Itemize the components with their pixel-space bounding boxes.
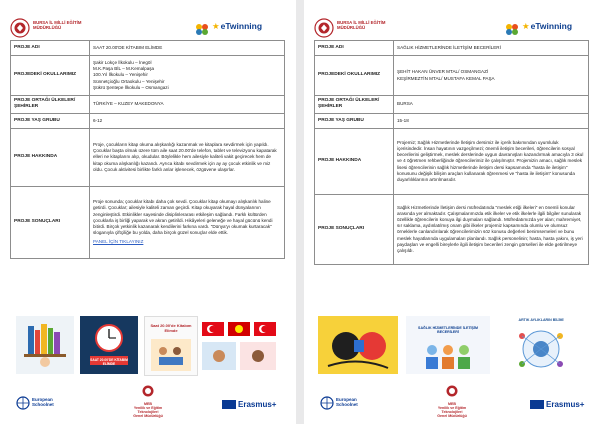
label-yas: PROJE YAŞ GRUBU <box>11 113 90 128</box>
erasmus-text: Erasmus+ <box>238 400 277 409</box>
label-hakkinda: PROJE HAKKINDA <box>315 128 394 194</box>
value-proje-adi: SAĞLIK HİZMETLERİNDE İLETİŞİM BECERİLERİ <box>394 41 589 56</box>
value-proje-adi: SAAT 20.00'DE KİTABIM ELİMDE <box>90 41 285 56</box>
page-header <box>304 18 600 40</box>
row-yas <box>315 113 589 128</box>
european-schoolnet-logo <box>16 396 54 415</box>
brain-network-icon <box>512 326 570 372</box>
photo-flags <box>202 316 280 374</box>
communication-art-icon <box>318 316 398 374</box>
eu-flag-icon <box>222 400 236 409</box>
school-item: M.K.Paşa BİL – M.Kemalpaşa <box>93 66 155 72</box>
schoolnet-globe-icon <box>16 396 30 410</box>
row-sonuclar <box>315 194 589 264</box>
value-sonuclar <box>90 186 285 258</box>
project-table <box>314 40 589 265</box>
row-okullar <box>315 56 589 96</box>
label-yas: PROJE YAŞ GRUBU <box>315 113 394 128</box>
yegitek-line-2: Yenilik ve Eğitim Teknolojileri <box>133 406 163 414</box>
page-footer <box>304 384 600 424</box>
row-sonuclar <box>11 186 285 258</box>
panel-link[interactable]: PANEL İÇİN TIKLAYINIZ <box>93 239 144 245</box>
page-footer <box>0 384 296 424</box>
label-ulkeler: PROJE ORTAĞI ÜLKELER/ŞEHİRLER <box>11 96 90 114</box>
brain-caption: ARTIK AYLIKLARIN BİLİMİ <box>518 318 564 322</box>
flyer-title: Saat 20.00'de Kitabım Elimde <box>150 323 192 333</box>
eu-flag-icon <box>530 400 544 409</box>
value-okullar <box>90 56 285 96</box>
european-schoolnet-logo <box>320 396 358 415</box>
schoolnet-globe-icon <box>320 396 334 410</box>
poster-title: SAĞLIK HİZMETLERİNDE İLETİŞİM BECERİLERİ <box>418 326 478 335</box>
label-okullar: PROJEDEKİ OKULLARIMIZ <box>11 56 90 96</box>
team-illustration-icon <box>420 340 476 370</box>
row-proje-adi <box>315 41 589 56</box>
value-hakkinda: Proje, çocukların kitap okuma alışkanlığı kazanmak ve kitaplara sevdirmek için yapıldı. Çocuklar başta olmak üzere tüm aile saat 20.00'de telefon, tablet ve televizyonu kapatarak elleri ne kitaplarını alıp, okudular. Böylelikle hem ailesiyle kaliteli vakit geçirecek hem de kitap okuma alışkanlığı kazandı. Ayrıca kitabı sevdirmek için ay ay çocuk etkinlik ve miz oldu. Çocuk aktivitesi birlikte farklı anlar işlenecek, özgüvene ulaşırlar. <box>90 128 285 186</box>
project-table <box>10 40 285 259</box>
meb-text: BURSA İL MİLLİ EĞİTİM MÜDÜRLÜĞÜ <box>33 20 82 30</box>
value-yas: 6-12 <box>90 113 285 128</box>
schoolnet-text: European Schoolnet <box>32 397 54 407</box>
page-right <box>304 0 600 424</box>
photo-strip <box>318 316 588 374</box>
flags-collage-icon <box>202 316 280 374</box>
photo-reading-boy <box>16 316 74 374</box>
yegitek-line-1: MEB <box>448 402 456 406</box>
page-header <box>0 18 296 40</box>
school-item: ŞEHİT HAKAN ÜNVER MTAL/ OSMANGAZİ <box>397 69 489 75</box>
erasmus-text: Erasmus+ <box>546 400 585 409</box>
yegitek-line-1: MEB <box>144 402 152 406</box>
twinning-circles-icon <box>504 22 520 36</box>
value-hakkinda: Projemiz; Sağlık Hizmetlerinde İletişim dersimiz ile içerik bakımından uyumluluk içerisindedir. İnsan hayatının vazgeçilmezi; önemli iletişim becerileri, öğrencilerin sosyal becerilerini geliştirmek, meslek derslerinde uygun davranışları kazandırmak amacıyla 3 okul ve 4 öğretmen rehberliğinde öğrencilerimiz ile çalışılmıştır. Projemizin amacı, sağlık meslek lisesi öğrencilerinin sağlık hizmetlerinde iletişim dersi kapsamında "hasta ile iletişim" konusunu değişik bilişim araçları kullanarak öğrenmesi ve "hasta ile iletişim" konusunda duyarlılıklarının artırılmasıdır. <box>394 128 589 194</box>
value-okullar <box>394 56 589 96</box>
school-item: Şükrü Şentepe İlkokulu – Osmangazi <box>93 84 169 90</box>
row-proje-adi <box>11 41 285 56</box>
photo-clock-poster <box>80 316 138 374</box>
poster-caption: SAAT 20.00'DE KİTABIM ELİMDE <box>90 358 128 366</box>
row-ulkeler <box>11 96 285 114</box>
yegitek-emblem-icon <box>446 385 458 397</box>
yegitek-logo <box>428 384 476 418</box>
photo-communication-art <box>318 316 398 374</box>
twinning-circles-icon <box>194 22 210 36</box>
photo-flyer <box>144 316 198 376</box>
schoolnet-text: European Schoolnet <box>336 397 358 407</box>
yegitek-line-3: Genel Müdürlüğü <box>133 414 163 418</box>
value-ulkeler: BURSA <box>394 96 589 114</box>
yegitek-line-3: Genel Müdürlüğü <box>437 414 467 418</box>
row-okullar <box>11 56 285 96</box>
family-reading-icon <box>151 339 191 371</box>
photo-brain-network <box>498 316 584 374</box>
yegitek-logo <box>124 384 172 418</box>
reading-illustration-icon <box>16 316 74 374</box>
label-sonuclar: PROJE SONUÇLARI <box>11 186 90 258</box>
value-sonuclar: Sağlık Hizmetlerinde İletişim dersi müfredatında "meslek etiği ilkeleri" en önemli konular arasında yer almaktadır. Çalışmalarımızda etik ilkeler ve etik ilkelerle ilgili bilgiler sunularak özellikle öğrencilerin konuya ilgi duymaları sağlandı. Müfredatımızda yer alan; mahremiyet, sır saklama, aydınlatılmış onam gibi ilkeler projemiz kapsamında olumlu ve olumsuz örneklerle canlandırılarak öğrencilerimizin söz konusu değerleri benimsemeleri ve bunu meslek hayatlarında uygulamaları planlandı. Sağlık personelinin; hasta, hasta yakını, iş yeri paydaşları ve engelli bireylerle ilgili iletişim becerileri zengin görselleri ile elde getirilmeye çalışıldı. <box>394 194 589 264</box>
row-yas <box>11 113 285 128</box>
label-ulkeler: PROJE ORTAĞI ÜLKELER/ŞEHİRLER <box>315 96 394 114</box>
row-ulkeler <box>315 96 589 114</box>
photo-project-poster <box>406 316 490 374</box>
label-okullar: PROJEDEKİ OKULLARIMIZ <box>315 56 394 96</box>
etwinning-logo: ★eTwinning <box>212 21 263 31</box>
label-sonuclar: PROJE SONUÇLARI <box>315 194 394 264</box>
school-item: 100.Yıl İlkokulu – Yenişehir <box>93 72 148 78</box>
label-hakkinda: PROJE HAKKINDA <box>11 128 90 186</box>
school-item: Sünnetçioğlu Ortaokulu – Yenişehir <box>93 78 165 84</box>
label-proje-adi: PROJE ADI <box>11 41 90 56</box>
meb-emblem-icon <box>10 18 30 38</box>
school-item: Şakir Lokçe İlkokulu – İnegöl <box>93 60 152 66</box>
yegitek-emblem-icon <box>142 385 154 397</box>
row-hakkinda <box>315 128 589 194</box>
value-yas: 15-18 <box>394 113 589 128</box>
etwinning-logo: ★eTwinning <box>522 21 573 31</box>
photo-strip <box>16 316 280 374</box>
sonuclar-text: Proje sonunda; çocuklar kitabı daha çok sevdi. Çocuklar kitap okumayı alışkanlık haline getirdi. Çocuklar; ailesiyle kaliteli zaman geçirdi. Kitap okuyarak hayal dünyalarının zenginleştirdi. Etkinlikler sayesinde disiplinlerarası etkileşim sağlandı. Farklı kültürden çocuklarla iş birliği yaparak ve akran getirildi. Hikâyeleri geleneğe ve hayal gücünü kendi bitirdi. Birçok yetkinlik kazanarak kendilerini farkına vardı. "Dünya'yı okumak kurtaracak" sloganıyla çiftçiliğe bu yolda, daha birçok güzel sonuçlar elde ettik. <box>93 199 273 236</box>
school-item: KEŞİRMEZTİN MTAL/ MUSTAFA KEMAL PAŞA <box>397 75 495 81</box>
page-left <box>0 0 296 424</box>
label-proje-adi: PROJE ADI <box>315 41 394 56</box>
value-ulkeler: TÜRKİYE – KUZEY MAKEDONYA <box>90 96 285 114</box>
meb-text: BURSA İL MİLLİ EĞİTİM MÜDÜRLÜĞÜ <box>337 20 386 30</box>
yegitek-line-2: Yenilik ve Eğitim Teknolojileri <box>437 406 467 414</box>
meb-emblem-icon <box>314 18 334 38</box>
row-hakkinda <box>11 128 285 186</box>
